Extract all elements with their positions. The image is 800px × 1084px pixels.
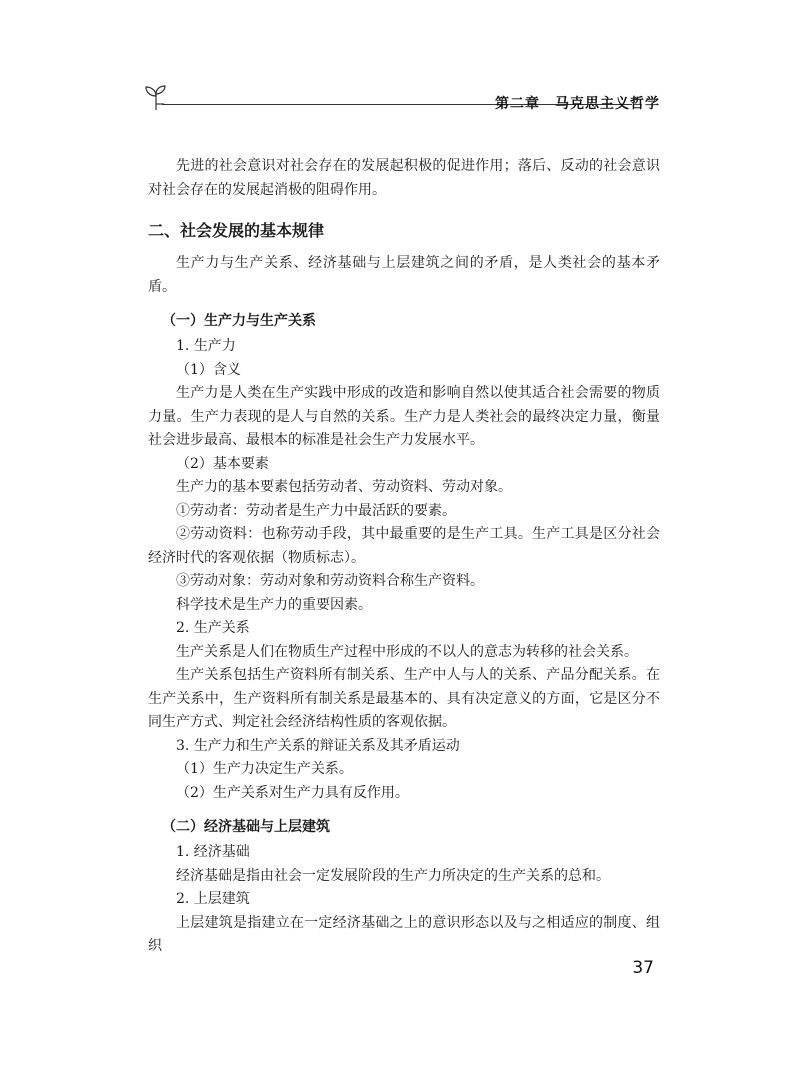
subitem-meaning: （1）含义 bbox=[176, 361, 241, 378]
paragraph-basic-contradiction: 生产力与生产关系、经济基础与上层建筑之间的矛盾，是人类社会的基本矛盾。 bbox=[148, 255, 660, 295]
point-relations-react-on-forces: （2）生产关系对生产力具有反作用。 bbox=[176, 784, 409, 801]
sprout-icon bbox=[140, 82, 172, 112]
paragraph-relations-definition: 生产关系是人们在物质生产过程中形成的不以人的意志为转移的社会关系。 bbox=[176, 643, 638, 660]
item-title-superstructure: 2. 上层建筑 bbox=[176, 891, 250, 907]
page-content bbox=[148, 155, 660, 959]
paragraph-meaning: 生产力是人类在生产实践中形成的改造和影响自然以使其适合社会需要的物质力量。生产力表现的是人与自然的关系。生产力是人类社会的最终决定力量，衡量社会进步最高、最根本的标准是社会生产力发展水平。 bbox=[148, 385, 660, 448]
chapter-title: 第二章 马克思主义哲学 bbox=[495, 96, 660, 112]
element-means-of-labor: ②劳动资料：也称劳动手段，其中最重要的是生产工具。生产工具是区分社会经济时代的客观依据（物质标志）。 bbox=[148, 526, 660, 566]
element-object-of-labor: ③劳动对象：劳动对象和劳动资料合称生产资料。 bbox=[176, 573, 484, 589]
item-title-economic-base: 1. 经济基础 bbox=[176, 844, 250, 860]
section-heading: 二、社会发展的基本规律 bbox=[148, 221, 325, 240]
subsection-heading-economic-base: （二）经济基础与上层建筑 bbox=[162, 819, 330, 835]
paragraph-relations-content: 生产关系包括生产资料所有制关系、生产中人与人的关系、产品分配关系。在生产关系中，生产资料所有制关系是最基本的、具有决定意义的方面，它是区分不同生产方式、判定社会经济结构性质的客观依据。 bbox=[148, 667, 660, 730]
paragraph-superstructure: 上层建筑是指建立在一定经济基础之上的意识形态以及与之相适应的制度、组织 bbox=[148, 914, 660, 954]
page-header bbox=[140, 82, 660, 112]
item-title-relations-of-production: 2. 生产关系 bbox=[176, 620, 250, 636]
paragraph-basic-elements: 生产力的基本要素包括劳动者、劳动资料、劳动对象。 bbox=[176, 479, 512, 495]
item-title-dialectical-relation: 3. 生产力和生产关系的辩证关系及其矛盾运动 bbox=[176, 737, 460, 754]
paragraph-tech-note: 科学技术是生产力的重要因素。 bbox=[176, 596, 372, 613]
item-title-productive-forces: 1. 生产力 bbox=[176, 338, 236, 354]
point-forces-determine-relations: （1）生产力决定生产关系。 bbox=[176, 761, 353, 777]
element-laborer: ①劳动者：劳动者是生产力中最活跃的要素。 bbox=[176, 502, 456, 519]
subsection-heading-productive-forces: （一）生产力与生产关系 bbox=[162, 313, 316, 329]
page-number: 37 bbox=[632, 958, 654, 978]
paragraph-economic-base: 经济基础是指由社会一定发展阶段的生产力所决定的生产关系的总和。 bbox=[176, 867, 610, 884]
paragraph-intro: 先进的社会意识对社会存在的发展起积极的促进作用；落后、反动的社会意识对社会存在的发展起消极的阻碍作用。 bbox=[148, 158, 660, 198]
subitem-basic-elements: （2）基本要素 bbox=[176, 455, 269, 472]
